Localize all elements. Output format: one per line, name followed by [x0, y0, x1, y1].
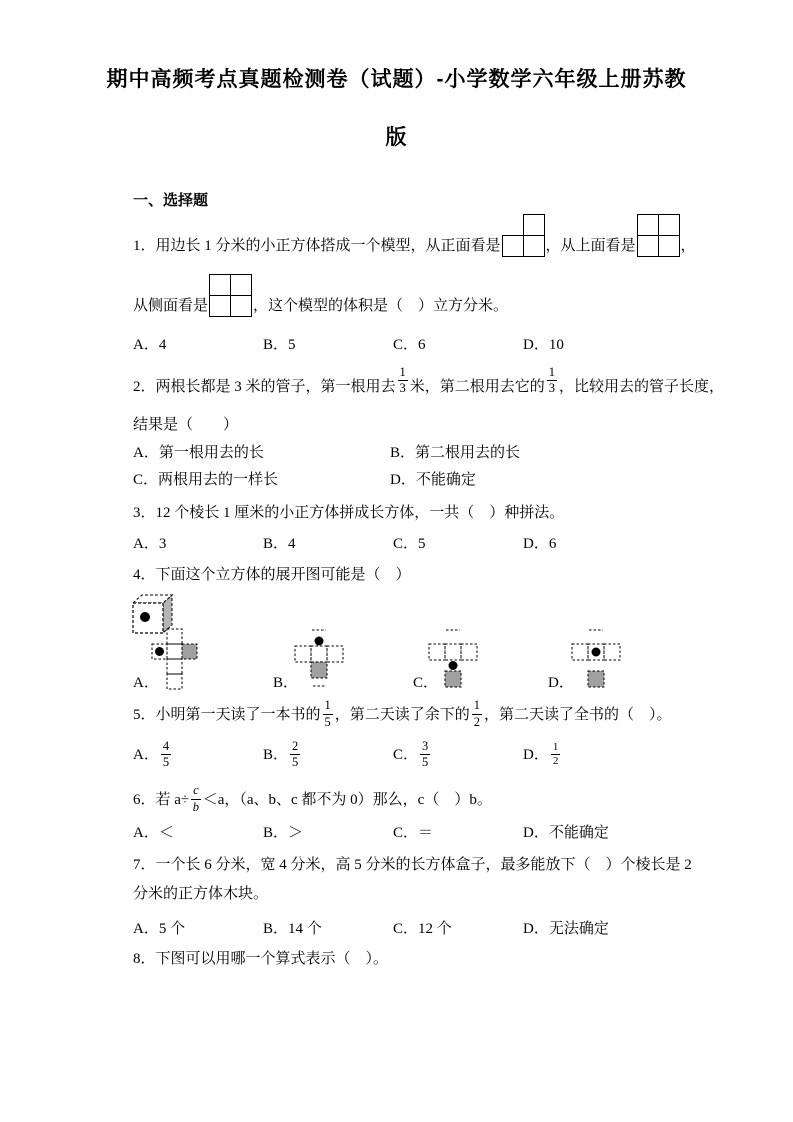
q6-option-c: C．＝	[393, 825, 434, 841]
q2-text-2: 米，第二根用去它的	[409, 379, 545, 395]
front-view-diagram	[502, 213, 545, 257]
q1-option-a: A．4	[133, 337, 167, 353]
q6-text-1: 6．若 a÷	[133, 791, 190, 808]
fraction-one-third-2: $\frac{1}{3}$	[548, 364, 556, 395]
q3-option-a: A．3	[133, 536, 167, 552]
q4-label-b: B．	[273, 675, 299, 691]
fraction-three-fifths: $\frac{3}{5}$	[422, 739, 429, 770]
q4-text: 4．下面这个立方体的展开图可能是（ ）	[133, 567, 411, 583]
q5-text-2: ，第二天读了余下的	[334, 706, 470, 723]
q5-text-3: ，第二天读了全书的（ ）。	[484, 706, 672, 723]
fraction-one-third: $\frac{1}{3}$	[399, 364, 406, 395]
q7-option-a: A．5 个	[133, 921, 186, 937]
q6-option-d: D．不能确定	[523, 825, 609, 841]
q3-option-d: D．6	[523, 536, 557, 552]
net-option-d	[570, 628, 622, 690]
q2-options-row2	[133, 470, 476, 491]
q5-option-b: B． $\frac{2}{5}$	[263, 739, 299, 770]
q4-label-c: C．	[413, 675, 439, 691]
page-title-line2: 版	[385, 126, 408, 149]
fraction-two-fifths: $\frac{2}{5}$	[292, 739, 299, 770]
q7-option-b: B．14 个	[263, 921, 322, 937]
side-view-diagram	[209, 274, 252, 317]
q1-option-d: D．10	[523, 337, 564, 353]
q2-text-1: 2．两根长都是 3 米的管子，第一根用去	[133, 379, 396, 395]
q3-option-c: C．5	[393, 536, 426, 552]
net-option-b	[293, 628, 345, 690]
q2-option-c: C．两根用去的一样长	[133, 472, 279, 488]
q7-line2: 分米的正方体木块。	[133, 886, 269, 902]
fraction-one-half: $\frac{1}{2}$	[473, 698, 481, 729]
fraction-c-over-b: $\frac{c}{b}$	[192, 783, 200, 814]
q1-text-3: ，	[680, 238, 696, 254]
q7-options	[133, 919, 609, 940]
page-title-line1: 期中高频考点真题检测卷（试题）-小学数学六年级上册苏教	[106, 68, 687, 91]
net-option-a	[150, 627, 200, 693]
q3-options	[133, 534, 556, 555]
q1-text-1: 1．用边长 1 分米的小正方体搭成一个模型，从正面看是	[133, 238, 501, 254]
q6-text-2: ＜a，（a、b、c 都不为 0）那么，c（ ）b。	[202, 791, 492, 808]
q5-options	[133, 740, 562, 771]
q1-option-c: C．6	[393, 337, 426, 353]
q7-option-d: D．无法确定	[523, 921, 609, 937]
fraction-one-fifth: $\frac{1}{5}$	[324, 698, 331, 729]
q6-line1	[133, 784, 492, 816]
q2-options-row1	[133, 443, 520, 464]
q4-label-a: A．	[133, 675, 159, 691]
q6-options	[133, 823, 609, 844]
fraction-four-fifths: $\frac{4}{5}$	[162, 739, 170, 770]
q8-text: 8．下图可以用哪一个算式表示（ ）。	[133, 951, 389, 967]
top-view-diagram	[637, 213, 680, 257]
q5-text-1: 5．小明第一天读了一本书的	[133, 706, 321, 723]
q2-text-3: ，比较用去的管子长度，	[559, 379, 725, 395]
q6-option-b: B．＞	[263, 825, 304, 841]
q4-label-d: D．	[548, 675, 574, 691]
q5-option-d: D． $\frac{1}{2}$	[523, 740, 559, 768]
q1-text-5: ，这个模型的体积是（ ）立方分米。	[253, 298, 509, 314]
section-heading: 一、选择题	[133, 192, 209, 209]
q3-option-b: B．4	[263, 536, 296, 552]
q5-option-c: C． $\frac{3}{5}$	[393, 739, 429, 770]
q1-line2	[133, 274, 508, 317]
q6-option-a: A．＜	[133, 825, 174, 841]
q7-option-c: C．12 个	[393, 921, 452, 937]
net-option-c	[427, 628, 479, 690]
q5-line1	[133, 698, 672, 729]
q1-text-4: 从侧面看是	[133, 298, 209, 314]
q2-option-d: D．不能确定	[390, 472, 476, 488]
q2-line1	[133, 364, 724, 398]
fraction-one-half-small: $\frac{1}{2}$	[552, 740, 559, 768]
q2-option-b: B．第二根用去的长	[390, 445, 521, 461]
q7-line1: 7．一个长 6 分米，宽 4 分米，高 5 分米的长方体盒子，最多能放下（ ）个棱长是 2	[133, 857, 692, 873]
q2-line2: 结果是（ ）	[133, 417, 239, 433]
q3-text: 3．12 个棱长 1 厘米的小正方体拼成长方体，一共（ ）种拼法。	[133, 505, 565, 521]
q2-option-a: A．第一根用去的长	[133, 445, 264, 461]
q1-options	[133, 335, 564, 356]
q1-text-2: ，从上面看是	[545, 238, 636, 254]
q5-option-a: A． $\frac{4}{5}$	[133, 739, 170, 770]
q1-line1	[133, 212, 696, 257]
q1-option-b: B．5	[263, 337, 296, 353]
